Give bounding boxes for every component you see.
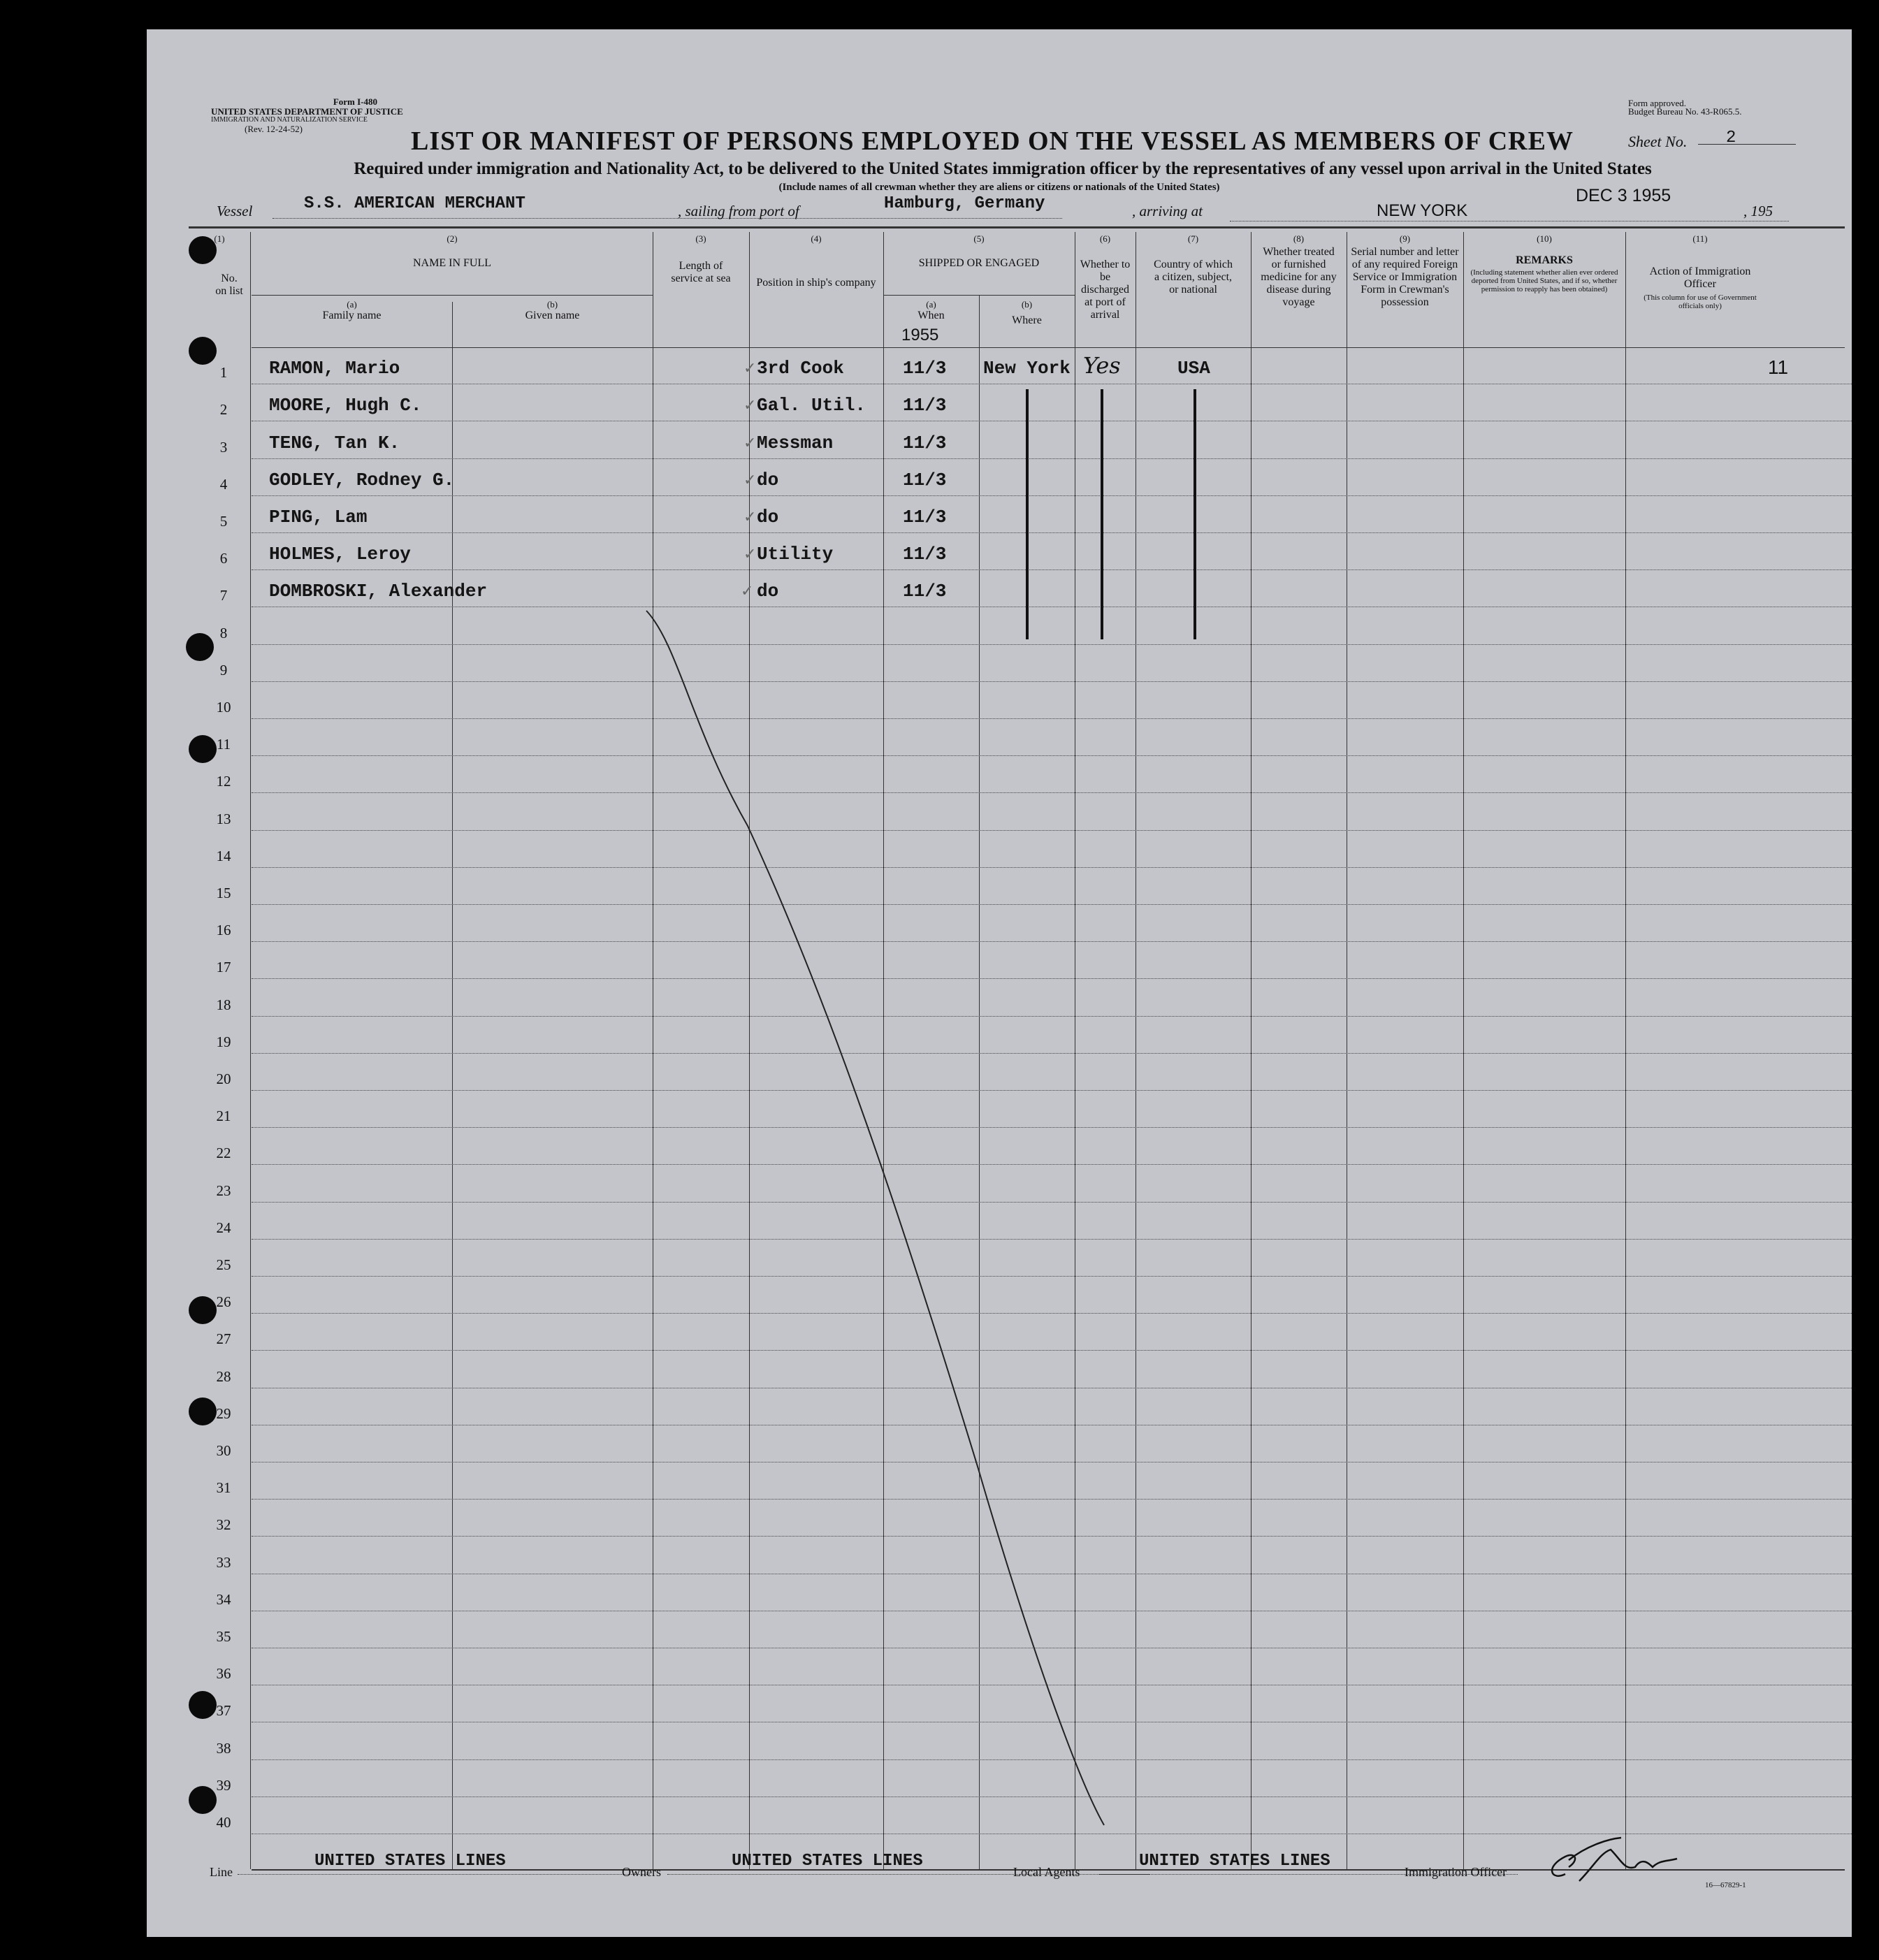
row-number: 30 xyxy=(216,1442,231,1459)
punch-hole xyxy=(189,1786,217,1814)
row-number: 17 xyxy=(216,959,231,976)
row-number: 36 xyxy=(216,1665,231,1683)
cancellation-line xyxy=(147,29,1852,1937)
row-number: 31 xyxy=(216,1479,231,1497)
crew-name: MOORE, Hugh C. xyxy=(269,395,422,416)
crew-position: do xyxy=(757,506,779,528)
footer-officer-label: Immigration Officer xyxy=(1405,1865,1507,1879)
port-of-sailing: Hamburg, Germany xyxy=(884,194,1045,213)
col10-note: (Including statement whether alien ever ordered deported from United States, and if so, whether permission to reapply has been obtained) xyxy=(1470,268,1618,293)
row-number: 8 xyxy=(219,624,228,641)
row-number: 14 xyxy=(216,847,231,864)
footer-owners-label: Owners xyxy=(622,1865,661,1879)
col5-header: SHIPPED OR ENGAGED xyxy=(918,257,1040,269)
crew-shipped-when: 11/3 xyxy=(903,432,947,453)
punch-hole xyxy=(189,1691,217,1719)
punch-hole xyxy=(189,1398,217,1425)
crew-shipped-when: 11/3 xyxy=(903,395,947,416)
row-number: 9 xyxy=(219,661,228,678)
form-number: Form I-480 xyxy=(333,96,377,107)
row-number: 22 xyxy=(216,1145,231,1162)
vessel-label: Vessel xyxy=(217,203,253,219)
crew-name: GODLEY, Rodney G. xyxy=(269,469,455,491)
col4-header: Position in ship's company xyxy=(756,277,876,289)
crew-discharge: Yes xyxy=(1083,352,1121,379)
row-number: 40 xyxy=(216,1813,231,1831)
punch-hole xyxy=(189,337,217,365)
footer-line: UNITED STATES LINES xyxy=(314,1852,506,1871)
row-number: 24 xyxy=(216,1219,231,1236)
form-title: LIST OR MANIFEST OF PERSONS EMPLOYED ON THE VESSEL AS MEMBERS OF CREW xyxy=(411,126,1574,156)
crew-position: Gal. Util. xyxy=(757,395,866,416)
check-mark: ✓ xyxy=(741,582,754,600)
col8-number: (8) xyxy=(1293,233,1305,244)
check-mark: ✓ xyxy=(743,396,757,414)
row-number: 7 xyxy=(219,587,228,604)
crew-shipped-where: New York xyxy=(983,358,1071,379)
col5a-number: (a) xyxy=(926,299,936,310)
crew-position: Messman xyxy=(757,432,834,453)
row-number: 23 xyxy=(216,1182,231,1199)
check-mark: ✓ xyxy=(743,470,757,488)
col5-number: (5) xyxy=(973,233,985,244)
row-number: 20 xyxy=(216,1070,231,1087)
shipped-year: 1955 xyxy=(901,326,939,344)
check-mark: ✓ xyxy=(743,507,757,525)
row-number: 33 xyxy=(216,1553,231,1571)
revision-date: (Rev. 12-24-52) xyxy=(245,124,303,134)
crew-shipped-when: 11/3 xyxy=(903,469,947,491)
footer-owners: UNITED STATES LINES xyxy=(732,1852,923,1871)
col1-number: (1) xyxy=(214,233,225,244)
row-number: 4 xyxy=(219,475,228,493)
col7-header: Country of which a citizen, subject, or national xyxy=(1154,259,1233,296)
punch-hole xyxy=(189,735,217,763)
vessel-name: S.S. AMERICAN MERCHANT xyxy=(304,194,525,213)
footer-line-label: Line xyxy=(210,1865,233,1879)
col6-header: Whether to be discharged at port of arrival xyxy=(1080,259,1131,321)
action-mark: 11 xyxy=(1768,356,1789,378)
row-number: 32 xyxy=(216,1516,231,1534)
col10-number: (10) xyxy=(1537,233,1552,244)
crew-shipped-when: 11/3 xyxy=(903,506,947,528)
row-number: 18 xyxy=(216,996,231,1013)
budget-bureau-no: Budget Bureau No. 43-R065.5. xyxy=(1628,106,1742,117)
footer-agents: UNITED STATES LINES xyxy=(1139,1852,1330,1871)
service-name: IMMIGRATION AND NATURALIZATION SERVICE xyxy=(211,116,368,124)
col3-number: (3) xyxy=(695,233,706,244)
col2-header: NAME IN FULL xyxy=(413,257,491,269)
row-number: 37 xyxy=(216,1702,231,1720)
col1-header: No. on list xyxy=(215,273,243,297)
col2b-number: (b) xyxy=(546,299,558,310)
col5a-header: When xyxy=(917,310,945,321)
row-number: 19 xyxy=(216,1033,231,1050)
manifest-sheet xyxy=(147,29,1852,1937)
include-note: (Include names of all crewman whether they are aliens or citizens or nationals of the United States) xyxy=(778,182,1220,193)
row-number: 3 xyxy=(219,438,228,456)
crew-shipped-when: 11/3 xyxy=(903,581,947,602)
row-number: 16 xyxy=(216,922,231,939)
crew-country: USA xyxy=(1177,358,1210,379)
port-of-arrival: NEW YORK xyxy=(1377,201,1468,220)
col11-number: (11) xyxy=(1692,233,1708,244)
row-number: 35 xyxy=(216,1627,231,1645)
sheet-label: Sheet No. xyxy=(1628,133,1688,150)
crew-position: 3rd Cook xyxy=(757,358,844,379)
crew-position: do xyxy=(757,581,779,602)
form-subtitle: Required under immigration and Nationality Act, to be delivered to the United States immigration officer by the representatives of any vessel upon arrival in the United States xyxy=(354,159,1652,178)
row-number: 12 xyxy=(216,773,231,790)
crew-name: RAMON, Mario xyxy=(269,358,400,379)
row-number: 38 xyxy=(216,1739,231,1757)
col11-note: (This column for use of Government officials only) xyxy=(1644,293,1757,310)
col2b-header: Given name xyxy=(525,310,580,321)
row-number: 15 xyxy=(216,884,231,901)
crew-name: TENG, Tan K. xyxy=(269,432,400,453)
row-number: 2 xyxy=(219,401,228,419)
row-number: 11 xyxy=(216,736,231,753)
row-number: 10 xyxy=(216,698,231,716)
col9-number: (9) xyxy=(1399,233,1411,244)
punch-hole xyxy=(189,1296,217,1324)
row-number: 1 xyxy=(219,364,228,382)
col3-header: Length of service at sea xyxy=(671,260,731,284)
col2a-number: (a) xyxy=(347,299,357,310)
row-number: 6 xyxy=(219,550,228,567)
crew-name: HOLMES, Leroy xyxy=(269,544,411,565)
check-mark: ✓ xyxy=(743,545,757,563)
arrival-date-stamp: DEC 3 1955 xyxy=(1576,186,1671,205)
arriving-label: , arriving at xyxy=(1132,203,1203,219)
row-number: 29 xyxy=(216,1404,231,1422)
crew-position: do xyxy=(757,469,779,491)
row-number: 26 xyxy=(216,1293,231,1311)
punch-hole xyxy=(186,633,214,661)
form-approval: Form approved. xyxy=(1628,98,1687,108)
year-label: , 195 xyxy=(1743,203,1773,219)
col5b-header: Where xyxy=(1012,314,1042,326)
officer-signature xyxy=(1537,1818,1698,1895)
col2a-header: Family name xyxy=(322,310,382,321)
form-code: 16—67829-1 xyxy=(1705,1881,1746,1889)
sheet-number: 2 xyxy=(1726,129,1736,147)
check-mark: ✓ xyxy=(743,433,757,451)
row-number: 5 xyxy=(219,512,228,530)
row-number: 21 xyxy=(216,1108,231,1125)
sailing-label: , sailing from port of xyxy=(678,203,799,219)
col5b-number: (b) xyxy=(1021,299,1033,310)
row-number: 39 xyxy=(216,1776,231,1794)
check-mark: ✓ xyxy=(743,359,757,377)
col10-header: REMARKS xyxy=(1516,254,1573,266)
row-number: 27 xyxy=(216,1330,231,1348)
col4-number: (4) xyxy=(811,233,822,244)
crew-position: Utility xyxy=(757,544,834,565)
crew-name: DOMBROSKI, Alexander xyxy=(269,581,488,602)
col8-header: Whether treated or furnished medicine for any disease during voyage xyxy=(1261,246,1337,308)
col11-header: Action of Immigration Officer xyxy=(1649,266,1751,290)
footer-agents-label: Local Agents xyxy=(1013,1865,1080,1879)
department-name: UNITED STATES DEPARTMENT OF JUSTICE xyxy=(211,106,403,117)
row-number: 34 xyxy=(216,1590,231,1608)
crew-shipped-when: 11/3 xyxy=(903,544,947,565)
crew-name: PING, Lam xyxy=(269,506,368,528)
col9-header: Serial number and letter of any required Foreign Service or Immigration Form in Crewman's possession xyxy=(1351,246,1459,308)
row-number: 25 xyxy=(216,1256,231,1273)
crew-shipped-when: 11/3 xyxy=(903,358,947,379)
col2-number: (2) xyxy=(447,233,458,244)
punch-hole xyxy=(189,236,217,264)
row-number: 13 xyxy=(216,810,231,827)
col7-number: (7) xyxy=(1187,233,1199,244)
row-number: 28 xyxy=(216,1367,231,1385)
col6-number: (6) xyxy=(1099,233,1111,244)
